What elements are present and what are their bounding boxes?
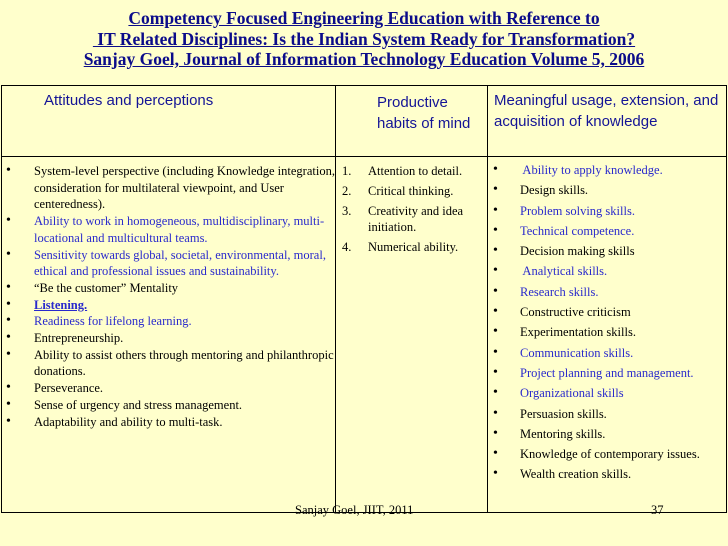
list-item <box>2 313 335 330</box>
attitude-text: “Be the customer” Mentality <box>34 280 179 295</box>
list-item <box>2 380 335 397</box>
table-header-row <box>2 86 727 157</box>
competency-table <box>1 85 727 513</box>
attitude-text: Entrepreneurship. <box>34 331 124 346</box>
knowledge-text: Mentoring skills. <box>520 426 606 441</box>
slide-title <box>0 8 728 70</box>
habits-list <box>336 157 487 255</box>
attitude-text: Readiness for lifelong learning. <box>34 314 192 329</box>
list-item <box>488 365 726 381</box>
list-item <box>336 163 487 179</box>
list-item <box>488 304 726 320</box>
item-number: 2. <box>342 184 352 198</box>
attitudes-list <box>2 157 335 430</box>
list-item <box>2 297 335 314</box>
attitude-text: Ability to work in homogeneous, multidisciplinary, multi-locational and multicultural teams. <box>34 214 325 245</box>
list-item <box>488 223 726 239</box>
list-item <box>2 397 335 414</box>
header-knowledge: Meaningful usage, extension, and acquisition of knowledge <box>494 92 719 130</box>
list-item <box>336 203 487 235</box>
habits-cell <box>336 157 488 513</box>
list-item <box>488 446 726 462</box>
item-number: 1. <box>342 164 352 178</box>
knowledge-text: Constructive criticism <box>520 305 631 320</box>
list-item <box>336 239 487 255</box>
title-line-2: IT Related Disciplines: Is the Indian System Ready for Transformation? <box>92 28 636 49</box>
knowledge-text: Problem solving skills. <box>520 203 635 218</box>
list-item <box>488 284 726 300</box>
header-cell-knowledge <box>488 86 727 157</box>
item-number: 4. <box>342 240 352 254</box>
header-cell-attitudes <box>2 86 336 157</box>
attitude-text: Ability to assist others through mentoring and philanthropic donations. <box>34 347 334 379</box>
list-item <box>488 426 726 442</box>
item-number: 3. <box>342 204 352 218</box>
attitudes-cell <box>2 157 336 513</box>
list-item <box>488 466 726 482</box>
knowledge-text: Communication skills. <box>520 345 634 360</box>
attitude-text: System-level perspective (including Knowledge integration, consideration for multilateral viewpoint, and User centeredness). <box>34 164 335 212</box>
list-item <box>488 203 726 219</box>
header-attitudes: Attitudes and perceptions <box>44 92 214 109</box>
habit-text: Numerical ability. <box>368 240 459 254</box>
knowledge-text: Experimentation skills. <box>520 325 636 340</box>
table-body-row <box>2 157 727 513</box>
knowledge-text: Knowledge of contemporary issues. <box>520 447 700 462</box>
knowledge-cell <box>488 157 727 513</box>
footer-credit: Sanjay Goel, JIIT, 2011 <box>295 503 414 517</box>
list-item <box>488 385 726 401</box>
list-item <box>488 406 726 422</box>
attitude-text: Sense of urgency and stress management. <box>34 397 243 412</box>
knowledge-text: Organizational skills <box>520 386 624 401</box>
habit-text: Attention to detail. <box>368 164 463 178</box>
attitude-text: Listening. <box>34 297 88 312</box>
list-item <box>488 182 726 198</box>
knowledge-text: Analytical skills. <box>520 264 608 279</box>
knowledge-text: Research skills. <box>520 284 599 299</box>
list-item <box>2 213 335 246</box>
attitude-text: Adaptability and ability to multi-task. <box>34 414 223 429</box>
title-line-1: Competency Focused Engineering Education with Reference to <box>128 8 600 28</box>
knowledge-text: Project planning and management. <box>520 365 694 380</box>
habit-text: Creativity and idea initiation. <box>368 204 464 234</box>
list-item <box>2 347 335 380</box>
knowledge-text: Design skills. <box>520 183 589 198</box>
list-item <box>488 345 726 361</box>
header-cell-habits <box>336 86 488 157</box>
knowledge-list <box>488 157 726 482</box>
title-line-3: Sanjay Goel, Journal of Information Technology Education Volume 5, 2006 <box>83 49 645 69</box>
attitude-text: Perseverance. <box>34 381 104 396</box>
list-item <box>336 183 487 199</box>
list-item <box>488 324 726 340</box>
knowledge-text: Wealth creation skills. <box>520 467 632 482</box>
knowledge-text: Decision making skills <box>520 244 635 259</box>
habit-text: Critical thinking. <box>368 184 454 198</box>
attitude-text: Sensitivity towards global, societal, environmental, moral, ethical and professional issues and sustainability. <box>34 247 326 279</box>
list-item <box>2 280 335 297</box>
knowledge-text: Persuasion skills. <box>520 406 607 421</box>
list-item <box>2 247 335 280</box>
list-item <box>488 243 726 259</box>
list-item <box>2 330 335 347</box>
page-number: 37 <box>651 503 664 517</box>
knowledge-text: Technical competence. <box>520 223 635 238</box>
list-item <box>2 163 335 213</box>
knowledge-text: Ability to apply knowledge. <box>520 163 663 177</box>
list-item <box>488 162 726 178</box>
list-item <box>488 263 726 279</box>
header-habits: Productive habits of mind <box>377 94 471 132</box>
list-item <box>2 414 335 431</box>
